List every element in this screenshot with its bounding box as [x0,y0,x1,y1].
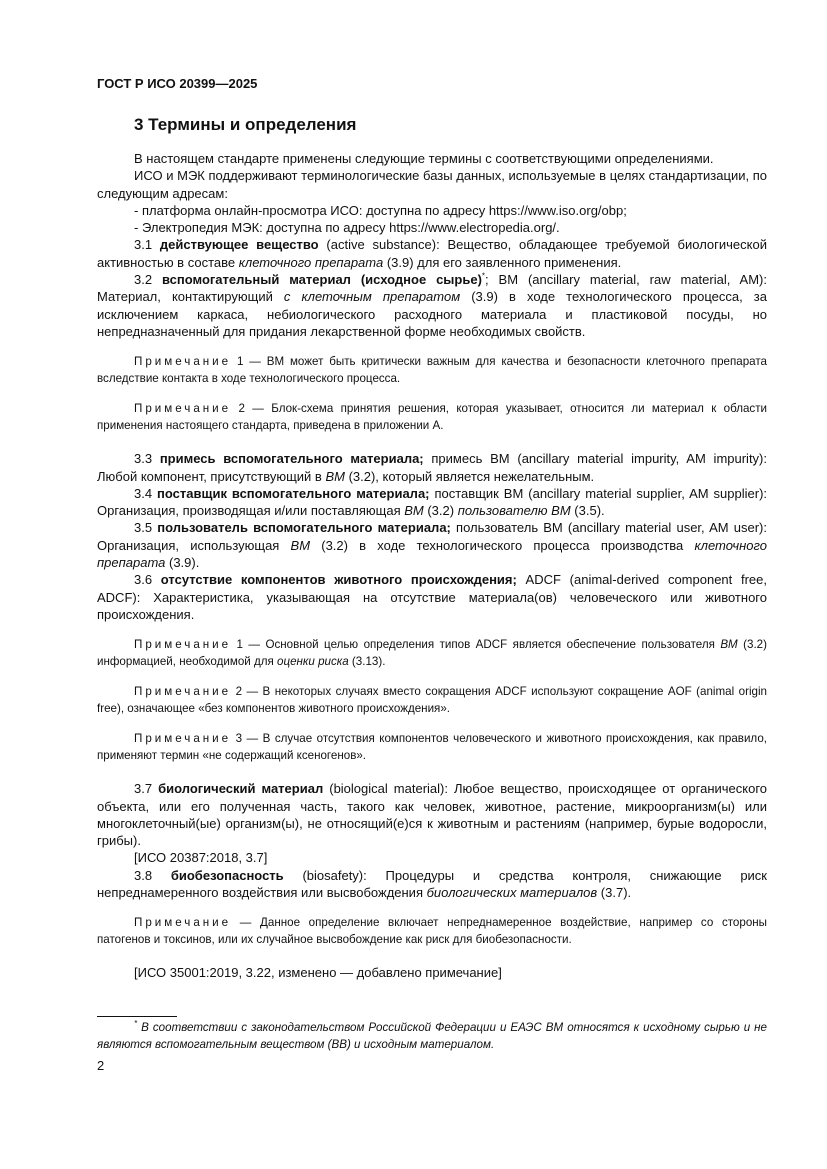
term-3-5 [97,519,767,571]
term-number: 3.2 [134,272,162,288]
note-label: Примечание [134,402,232,416]
note-text: (3.2) информацией, необходимой для [97,638,767,669]
note-label: Примечание [134,355,232,369]
term-text: примесь ВМ (ancillary material impurity, AM impurity): Любой компонент, присутствующий в [97,451,768,484]
footnote-divider [97,1016,177,1017]
list-item: - платформа онлайн-просмотра ИСО: доступна по адресу https://www.iso.org/obp; [134,202,627,218]
term-reference: пользователю ВМ [457,503,571,519]
note [97,400,767,434]
note [97,353,767,387]
document-body [97,150,767,982]
term-3-2 [97,271,767,340]
term-text: (3.7). [597,885,632,901]
footnote-marker: * [481,271,486,281]
note [97,730,767,764]
note-label: Примечание [134,732,232,746]
term-number: 3.3 [134,451,160,467]
term-title: примесь вспомогательного материала; [159,451,424,467]
term-text: (3.5). [570,503,605,519]
term-3-7 [97,780,767,849]
intro-paragraph: ИСО и МЭК поддерживают терминологические базы данных, используемые в целях стандартизации, по следующим адресам: [97,168,767,201]
term-text: ; ВМ (ancillary material, raw material, AM): Материал, контактирующий [97,272,767,305]
note-text: Данное определение включает непреднамеренное воздействие, например со стороны патогенов и токсинов, или их случайное высвобождение как риск для биобезопасности. [97,916,767,947]
term-3-1 [97,236,767,271]
note-number: — [231,916,261,930]
term-source: [ИСО 35001:2019, 3.22, изменено — добавлено примечание] [134,965,502,981]
note-number: 1 — [231,355,267,369]
term-reference: клеточного препарата [238,254,384,270]
note-number: 1 — [231,638,266,652]
note-label: Примечание [134,916,232,930]
term-source: [ИСО 20387:2018, 3.7] [134,850,268,866]
note-number: 2 — [231,685,263,699]
term-text: (3.2), который является нежелательным. [344,468,595,484]
term-text: (3.9). [165,555,200,571]
note-reference: ВМ [720,638,738,652]
term-reference: ВМ [404,503,424,519]
note-label: Примечание [134,638,232,652]
term-reference: биологических материалов [426,885,598,901]
note-text: В некоторых случаях вместо сокращения ADCF используют сокращение AOF (animal origin free), означающее «без компонентов животного происхождения». [97,685,767,716]
term-text: (3.2) в ходе технологического процесса производства [310,537,695,553]
note-text: ВМ может быть критически важным для качества и безопасности клеточного препарата вследствие контакта в ходе технологического процесса. [97,355,767,386]
note [97,683,767,717]
term-3-8 [97,867,767,902]
term-number: 3.6 [134,572,161,588]
list-item: - Электропедия МЭК: доступна по адресу https://www.electropedia.org/. [134,220,560,236]
note-text: Основной целью определения типов ADCF является обеспечение пользователя [265,638,721,652]
term-reference: ВМ [325,468,345,484]
term-number: 3.7 [134,781,159,797]
term-text: (3.9) в ходе технологического процесса, за исключением каркаса, небиологического расходного материала и пластиковой посуды, но непредназначенный для придания лекарственной форме необходимых свойств. [97,289,767,339]
term-text: поставщик ВМ (ancillary material supplier, AM supplier): Организация, производящая и/или поставляющая [97,485,768,519]
term-number: 3.5 [134,520,158,536]
term-title: действующее вещество [159,237,319,253]
term-text: пользователь ВМ (ancillary material user, AM user): Организация, использующая [97,520,767,553]
note-number: 2 — [231,402,272,416]
note-text: В случае отсутствия компонентов человеческого и животного происхождения, как правило, применяют термин «не содержащий ксеногенов». [97,732,767,763]
note-number: 3 — [231,732,263,746]
note-label: Примечание [134,685,232,699]
term-title: отсутствие компонентов животного происхождения; [160,572,517,588]
term-reference: ВМ [290,537,311,553]
term-number: 3.4 [134,485,158,501]
term-3-3 [97,450,767,485]
note-reference: оценки риска [277,655,349,669]
page-number: 2 [97,1058,105,1073]
document-header: ГОСТ Р ИСО 20399—2025 [97,76,258,91]
term-reference: с клеточным препаратом [283,289,461,305]
footnote [97,1019,767,1053]
intro-paragraph: В настоящем стандарте применены следующие термины с соответствующими определениями. [134,151,714,166]
term-text: (3.2) [423,503,458,519]
term-reference: клеточного препарата [97,537,767,571]
footnote-text: В соответствии с законодательством Российской Федерации и ЕАЭС ВМ относятся к исходному сырью и не являются вспомогательным веществом (ВВ) и исходным материалом. [97,1021,767,1051]
term-number: 3.1 [134,237,160,253]
term-text: ADCF (animal-derived component free, ADCF): Характеристика, указывающая на отсутствие материала(ов) человеческого или животного происхождения. [97,572,767,622]
term-title: биобезопасность [170,867,284,883]
term-title: вспомогательный материал (исходное сырье) [161,272,482,288]
note [97,636,767,670]
term-text: (biological material): Любое вещество, происходящее от органического объекта, или его полученная часть, такого как человек, животное, растение, микроорганизм(ы) или многоклеточный(ые) организм(ы), не относящий(е)ся к животным и растениям (например, бурые водоросли, грибы). [97,781,768,849]
term-title: биологический материал [158,781,324,797]
note-text: (3.13). [348,655,386,669]
term-title: поставщик вспомогательного материала; [157,485,430,501]
section-title: 3 Термины и определения [134,115,357,134]
term-text: (biosafety): Процедуры и средства контроля, снижающие риск непреднамеренного воздействия или высвобождения [97,867,767,901]
term-3-4 [97,485,767,520]
term-text: (3.9) для его заявленного применения. [383,254,622,270]
term-title: пользователь вспомогательного материала; [157,520,451,536]
note [97,914,767,948]
term-3-6 [97,571,767,623]
term-number: 3.8 [134,867,171,883]
term-text: (active substance): Вещество, обладающее требуемой биологической активностью в составе [97,237,767,270]
note-text: Блок-схема принятия решения, которая указывает, относится ли материал к области применения настоящего стандарта, приведена в приложении А. [97,402,767,433]
footnote-marker: * [134,1019,138,1029]
